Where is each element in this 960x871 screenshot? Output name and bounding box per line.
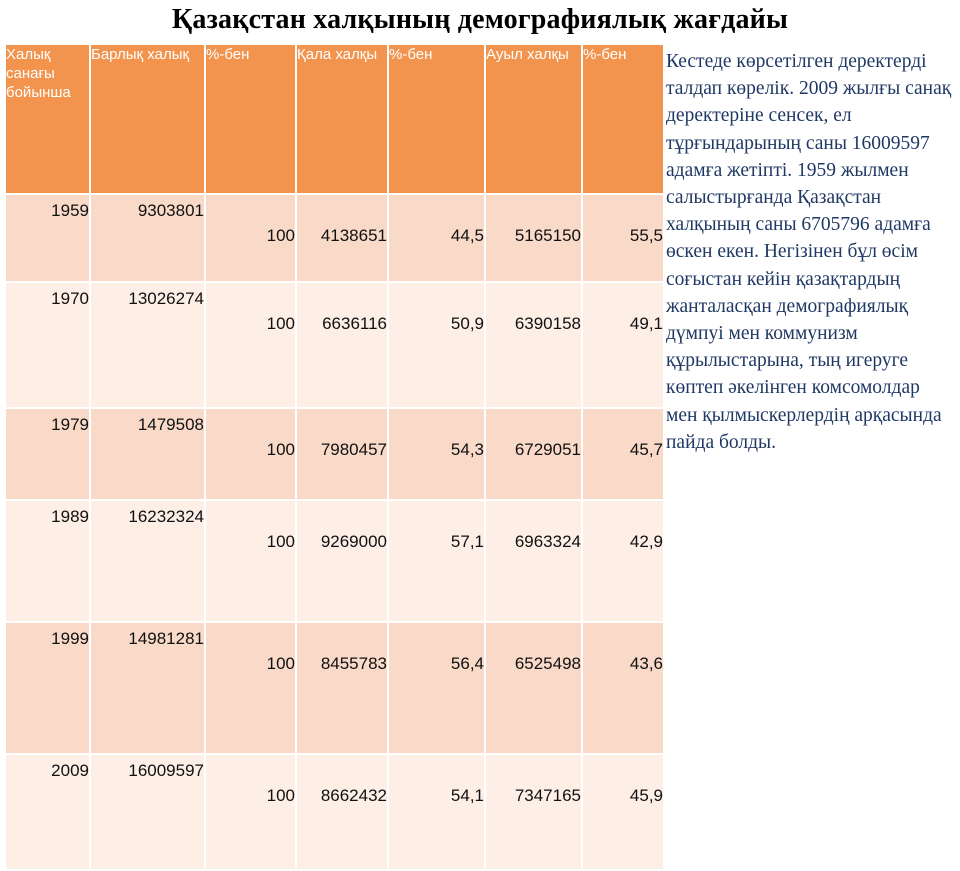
cell-rural-pct: 43,6 [583, 623, 663, 755]
cell-rural-pop: 5165150 [486, 195, 583, 283]
cell-rural-pop: 6963324 [486, 501, 583, 623]
cell-census-year: 1979 [6, 409, 91, 501]
cell-census-year: 1989 [6, 501, 91, 623]
table-row [6, 283, 663, 409]
cell-rural-pct: 45,7 [583, 409, 663, 501]
cell-urban-pop: 8455783 [297, 623, 389, 755]
table-row [6, 501, 663, 623]
cell-total-pct: 100 [206, 755, 297, 871]
column-header-rural-pct: %-бен [583, 45, 663, 195]
cell-total-pop: 16009597 [91, 755, 206, 871]
column-header-census-year: Халық санағы бойынша [6, 45, 91, 195]
analysis-text: Кестеде көрсетілген деректерді талдап көрелік. 2009 жылғы санақ деректеріне сенсек, ел тұрғындарының саны 16009597 адамға жетіпті. 1959 жылмен салыстырғанда Қазақстан халқының саны 6705796 адамға өскен екен. Негізінен бұл өсім соғыстан кейін қазақтардың жанталасқан демографиялық дүмпуі мен коммунизм құрылыстарына, тың игеруге көптеп әкелінген комсомолдар мен қылмыскерлердің арқасында пайда болды. [666, 51, 952, 453]
cell-total-pct: 100 [206, 409, 297, 501]
table-row [6, 623, 663, 755]
cell-urban-pct: 44,5 [389, 195, 486, 283]
cell-total-pct: 100 [206, 195, 297, 283]
cell-urban-pct: 54,1 [389, 755, 486, 871]
cell-total-pop: 16232324 [91, 501, 206, 623]
cell-census-year: 1999 [6, 623, 91, 755]
table-header [6, 45, 663, 195]
cell-urban-pct: 56,4 [389, 623, 486, 755]
cell-urban-pct: 57,1 [389, 501, 486, 623]
cell-rural-pct: 42,9 [583, 501, 663, 623]
table-body [6, 195, 663, 871]
column-header-total-pop: Барлық халық [91, 45, 206, 195]
table-row [6, 755, 663, 871]
cell-rural-pct: 45,9 [583, 755, 663, 871]
cell-rural-pop: 7347165 [486, 755, 583, 871]
cell-rural-pct: 55,5 [583, 195, 663, 283]
column-header-urban-pop: Қала халқы [297, 45, 389, 195]
cell-urban-pop: 7980457 [297, 409, 389, 501]
cell-total-pct: 100 [206, 623, 297, 755]
cell-urban-pop: 9269000 [297, 501, 389, 623]
cell-total-pct: 100 [206, 501, 297, 623]
column-header-urban-pct: %-бен [389, 45, 486, 195]
cell-total-pop: 13026274 [91, 283, 206, 409]
cell-census-year: 1970 [6, 283, 91, 409]
cell-urban-pop: 6636116 [297, 283, 389, 409]
page-title: Қазақстан халқының демографиялық жағдайы [171, 4, 789, 35]
cell-urban-pct: 50,9 [389, 283, 486, 409]
cell-urban-pop: 4138651 [297, 195, 389, 283]
demographics-table [6, 45, 663, 871]
cell-census-year: 2009 [6, 755, 91, 871]
cell-rural-pct: 49,1 [583, 283, 663, 409]
table-row [6, 409, 663, 501]
column-header-rural-pop: Ауыл халқы [486, 45, 583, 195]
cell-rural-pop: 6525498 [486, 623, 583, 755]
cell-total-pop: 9303801 [91, 195, 206, 283]
cell-total-pop: 1479508 [91, 409, 206, 501]
cell-urban-pop: 8662432 [297, 755, 389, 871]
cell-rural-pop: 6729051 [486, 409, 583, 501]
column-header-total-pct: %-бен [206, 45, 297, 195]
table-header-row [6, 45, 663, 195]
cell-total-pct: 100 [206, 283, 297, 409]
cell-census-year: 1959 [6, 195, 91, 283]
table-row [6, 195, 663, 283]
cell-total-pop: 14981281 [91, 623, 206, 755]
cell-rural-pop: 6390158 [486, 283, 583, 409]
demographics-table-container [6, 45, 663, 805]
cell-urban-pct: 54,3 [389, 409, 486, 501]
